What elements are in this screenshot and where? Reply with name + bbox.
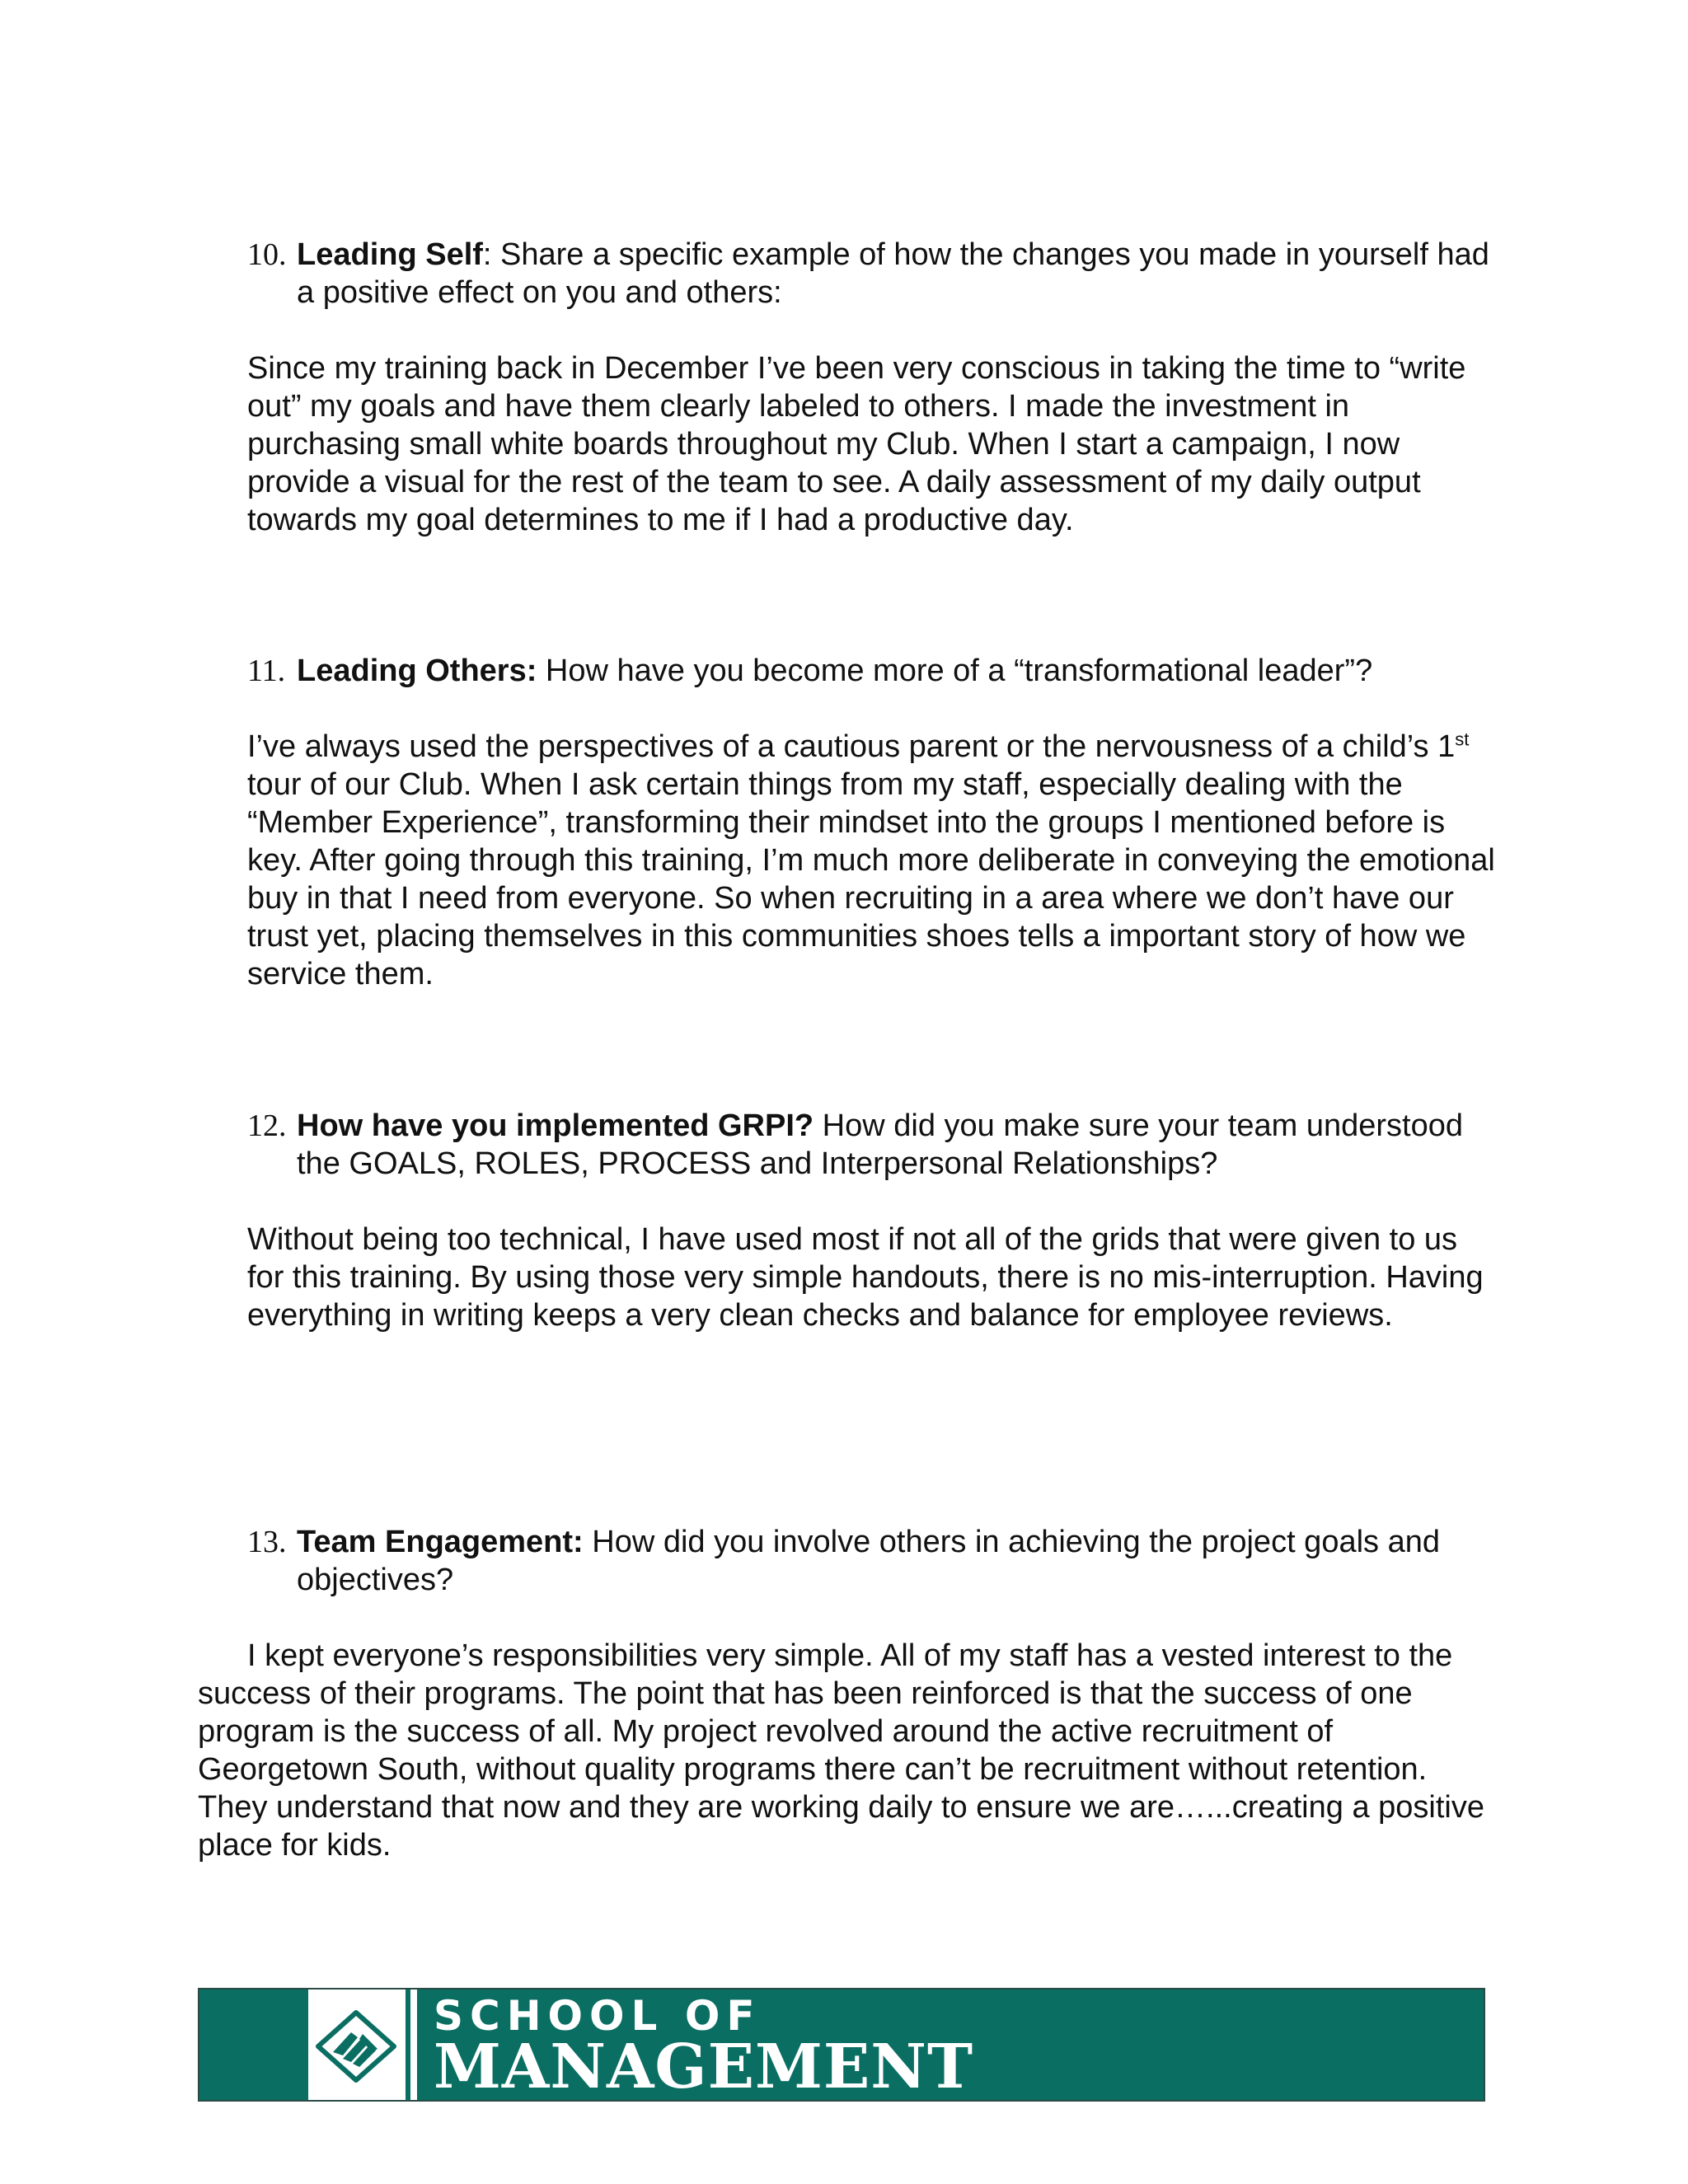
- answer-text: I’ve always used the perspectives of a cautious parent or the nervousness of a child’s 1: [247, 729, 1456, 764]
- question-12: [247, 1107, 1500, 1183]
- question-title: Leading Self: [297, 237, 483, 272]
- ordinal-suffix: st: [1455, 729, 1470, 750]
- banner-line-1: SCHOOL OF: [434, 1992, 762, 2040]
- question-prompt: How did you involve others in achieving the project goals and objectives?: [297, 1525, 1440, 1597]
- school-of-management-banner: [198, 1988, 1485, 2102]
- question-11: [247, 652, 1500, 690]
- question-prompt: : Share a specific example of how the changes you made in yourself had a positive effect on you and others:: [297, 237, 1489, 310]
- answer-11: [247, 728, 1500, 993]
- question-number: 13.: [247, 1525, 287, 1559]
- question-10: [247, 236, 1500, 312]
- question-text: [297, 1107, 1500, 1183]
- clasped-hands-icon: [315, 2009, 397, 2083]
- question-number: 11.: [247, 654, 286, 688]
- question-title: How have you implemented GRPI?: [297, 1108, 814, 1143]
- logo-box: [308, 1990, 406, 2100]
- question-prompt: How did you make sure your team understood the GOALS, ROLES, PROCESS and Interpersonal Relationships?: [297, 1108, 1463, 1181]
- question-number: 12.: [247, 1108, 287, 1143]
- question-text: [297, 236, 1500, 312]
- question-text: [297, 1523, 1500, 1599]
- question-title: Leading Others:: [297, 654, 537, 688]
- question-text: [297, 652, 1500, 690]
- answer-10: Since my training back in December I’ve been very conscious in taking the time to “write out” my goals and have them clearly labeled to others. I made the investment in purchasing small white boards throughout my Club. When I start a campaign, I now provide a visual for the rest of the team to see. A daily assessment of my daily output towards my goal determines to me if I had a productive day.: [247, 351, 1466, 537]
- answer-12: Without being too technical, I have used most if not all of the grids that were given to us for this training. By using those very simple handouts, there is no mis-interruption. Having everything in writing keeps a very clean checks and balance for employee reviews.: [247, 1222, 1484, 1333]
- question-prompt: How have you become more of a “transformational leader”?: [537, 654, 1373, 688]
- logo-divider: [410, 1990, 417, 2100]
- banner-line-2: MANAGEMENT: [434, 2032, 974, 2102]
- question-13: [247, 1523, 1500, 1599]
- question-title: Team Engagement:: [297, 1525, 584, 1559]
- question-number: 10.: [247, 237, 287, 272]
- answer-13: I kept everyone’s responsibilities very simple. All of my staff has a vested interest to the success of their programs. The point that has been reinforced is that the success of one program is the success of all. My project revolved around the active recruitment of Georgetown South, without quality programs there can’t be recruitment without retention. They understand that now and they are working daily to ensure we are…...creating a positive place for kids.: [198, 1638, 1484, 1863]
- answer-text-continued: tour of our Club. When I ask certain things from my staff, especially dealing with the “Member Experience”, transforming their mindset into the groups I mentioned before is key. After going through this training, I’m much more deliberate in conveying the emotional buy in that I need from everyone. So when recruiting in a area where we don’t have our trust yet, placing themselves in this communities shoes tells a important story of how we service them.: [247, 767, 1495, 991]
